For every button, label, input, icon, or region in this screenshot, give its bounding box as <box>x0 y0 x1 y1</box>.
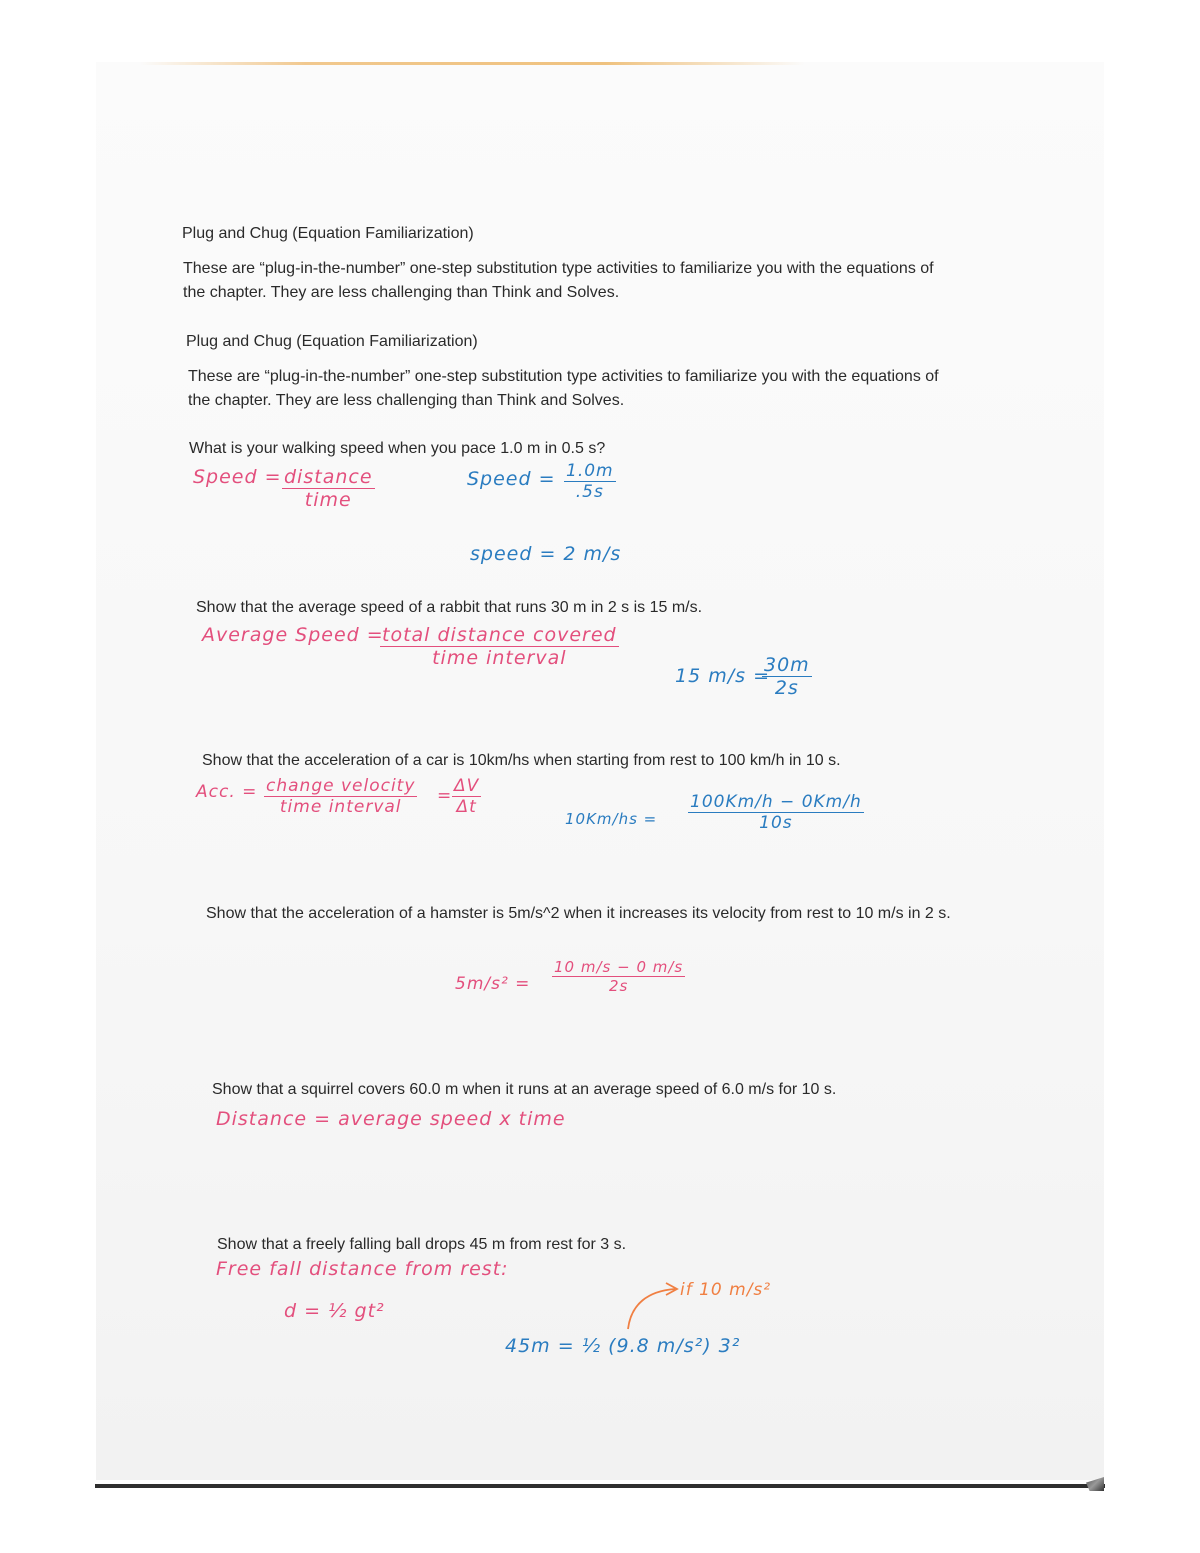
q2-formula-fraction <box>380 624 619 669</box>
q2-formula-num: total distance covered <box>382 624 617 646</box>
q1-formula-fraction <box>282 466 375 511</box>
q4-sub-den: 2s <box>608 977 629 995</box>
q1-formula-num: distance <box>284 466 373 488</box>
q3-sub-lhs: 10Km/hs = <box>565 810 658 828</box>
q6-sub: 45m = ½ (9.8 m/s²) 3² <box>505 1335 741 1357</box>
q1-answer: speed = 2 m/s <box>470 543 622 565</box>
question-1: What is your walking speed when you pace 1.0 m in 0.5 s? <box>189 440 606 457</box>
q3-delta-fraction <box>452 776 481 817</box>
q3-formula-den: time interval <box>279 797 402 817</box>
q3-sub-num: 100Km/h − 0Km/h <box>690 792 862 812</box>
intro-text-2: These are “plug-in-the-number” one-step substitution type activities to familiarize you with the equations of the chapter. They are less challenging than Think and Solves. <box>188 368 939 409</box>
q2-sub-lhs: 15 m/s = <box>675 665 770 687</box>
q3-formula-lhs: Acc. = <box>196 782 258 802</box>
q3-formula-fraction <box>264 776 417 817</box>
question-2: Show that the average speed of a rabbit that runs 30 m in 2 s is 15 m/s. <box>196 599 703 616</box>
q6-note-arrow-line <box>628 1289 675 1329</box>
q6-note: if 10 m/s² <box>680 1280 772 1300</box>
question-3: Show that the acceleration of a car is 10km/hs when starting from rest to 100 km/h in 10 s. <box>202 752 841 769</box>
intro-heading-2: Plug and Chug (Equation Familiarization) <box>186 333 478 350</box>
q2-formula-den: time interval <box>432 647 567 669</box>
q3-delta-den: Δt <box>456 797 477 817</box>
q3-formula-eq: = <box>437 786 453 806</box>
q3-sub-fraction <box>688 792 864 833</box>
paper-bottom-edge <box>95 1484 1105 1488</box>
q1-sub-fraction <box>564 461 616 502</box>
q3-sub-den: 10s <box>759 813 793 833</box>
q6-note-arrow <box>623 1279 683 1331</box>
q1-sub-lhs: Speed = <box>467 468 556 490</box>
q1-sub-num: 1.0m <box>566 461 614 481</box>
q2-sub-den: 2s <box>774 677 799 699</box>
q1-formula-lhs: Speed = <box>193 466 282 488</box>
q2-sub-fraction <box>762 654 812 699</box>
q4-sub-lhs: 5m/s² = <box>455 974 531 994</box>
q6-formula-eq: d = ½ gt² <box>284 1300 385 1322</box>
q3-delta-num: ΔV <box>454 776 480 796</box>
q1-sub-den: .5s <box>575 482 604 502</box>
paper-top-edge <box>140 62 805 65</box>
intro-heading-1: Plug and Chug (Equation Familiarization) <box>182 225 474 242</box>
question-5: Show that a squirrel covers 60.0 m when it runs at an average speed of 6.0 m/s for 10 s. <box>212 1081 837 1098</box>
q4-sub-num: 10 m/s − 0 m/s <box>554 958 684 976</box>
q4-sub-fraction <box>552 958 685 995</box>
q5-formula: Distance = average speed x time <box>216 1108 566 1130</box>
q2-sub-num: 30m <box>764 654 810 676</box>
q1-formula-den: time <box>304 489 352 511</box>
intro-text-1: These are “plug-in-the-number” one-step substitution type activities to familiarize you with the equations of the chapter. They are less challenging than Think and Solves. <box>183 260 934 301</box>
q6-formula-label: Free fall distance from rest: <box>216 1258 509 1280</box>
question-6: Show that a freely falling ball drops 45 m from rest for 3 s. <box>217 1236 627 1253</box>
question-4: Show that the acceleration of a hamster is 5m/s^2 when it increases its velocity from rest to 10 m/s in 2 s. <box>206 905 951 922</box>
q3-formula-num: change velocity <box>266 776 416 796</box>
q2-formula-lhs: Average Speed = <box>202 624 384 646</box>
